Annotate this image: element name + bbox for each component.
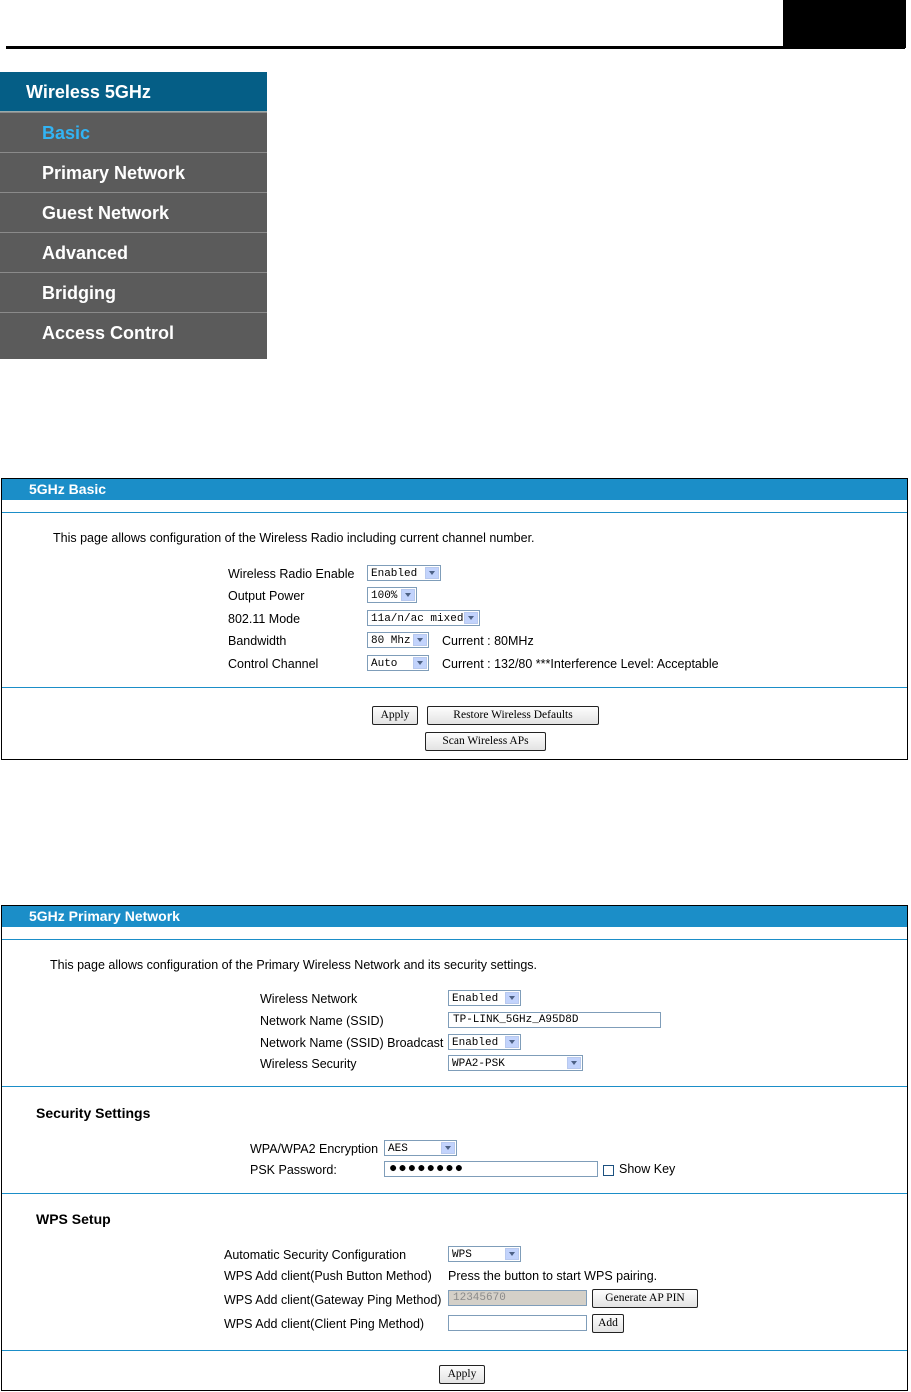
ssid-broadcast-select[interactable] [448,1034,521,1050]
generate-ap-pin-button[interactable]: Generate AP PIN [592,1289,698,1308]
channel-current: Current : 132/80 ***Interference Level: Acceptable [442,657,719,671]
chevron-down-icon [425,567,439,579]
basic-panel [1,478,908,760]
output-power-select[interactable] [367,587,417,603]
chevron-down-icon [505,1036,519,1048]
bandwidth-label: Bandwidth [228,634,287,648]
encryption-label: WPA/WPA2 Encryption [250,1142,379,1156]
chevron-down-icon [505,1248,519,1260]
panel-subheader [2,927,907,940]
sidebar-item-advanced[interactable]: Advanced [0,232,267,272]
sidebar-item-access-control[interactable]: Access Control [0,312,267,352]
gateway-pin-input: 12345670 [448,1290,587,1306]
auto-config-label: Automatic Security Configuration [224,1248,407,1262]
wireless-network-label: Wireless Network [260,992,358,1006]
section-divider [2,687,907,688]
restore-defaults-button[interactable]: Restore Wireless Defaults [427,706,599,725]
security-settings-heading: Security Settings [36,1105,151,1121]
panel-title: 5GHz Basic [2,479,907,500]
chevron-down-icon [567,1057,581,1069]
section-divider [2,1193,907,1194]
apply-button[interactable]: Apply [439,1365,485,1384]
section-divider [2,1086,907,1087]
mode-value: 11a/n/ac mixed [371,613,464,625]
sidebar-item-bridging[interactable]: Bridging [0,272,267,312]
channel-label: Control Channel [228,657,319,671]
bandwidth-select[interactable] [367,632,429,648]
channel-value: Auto [371,658,398,670]
client-pin-label: WPS Add client(Client Ping Method) [224,1317,425,1331]
gateway-pin-label: WPS Add client(Gateway Ping Method) [224,1293,442,1307]
header-tab [783,0,906,48]
sidebar-item-guest-network[interactable]: Guest Network [0,192,267,232]
encryption-value: AES [388,1143,408,1155]
chevron-down-icon [413,657,427,669]
push-button-instructions: Press the button to start WPS pairing. [448,1269,658,1283]
chevron-down-icon [505,992,519,1004]
panel-subheader [2,500,907,513]
wireless-network-value: Enabled [452,993,499,1005]
add-button[interactable]: Add [592,1314,624,1333]
radio-enable-label: Wireless Radio Enable [228,567,355,581]
header-rule [6,46,905,49]
radio-enable-value: Enabled [371,568,418,580]
scan-aps-button[interactable]: Scan Wireless APs [425,732,546,751]
psk-label: PSK Password: [250,1163,337,1177]
show-key-label: Show Key [619,1162,676,1176]
channel-select[interactable] [367,655,429,671]
ssid-label: Network Name (SSID) [260,1014,384,1028]
psk-password-input[interactable] [384,1161,598,1177]
chevron-down-icon [401,589,415,601]
chevron-down-icon [413,634,427,646]
bandwidth-current: Current : 80MHz [442,634,534,648]
mode-label: 802.11 Mode [228,612,301,626]
ssid-input[interactable]: TP-LINK_5GHz_A95D8D [448,1012,661,1028]
output-power-value: 100% [371,590,398,602]
ssid-broadcast-label: Network Name (SSID) Broadcast [260,1036,444,1050]
output-power-label: Output Power [228,589,305,603]
sidebar [0,72,267,359]
chevron-down-icon [464,612,478,624]
wps-setup-heading: WPS Setup [36,1211,111,1227]
chevron-down-icon [441,1142,455,1154]
encryption-select[interactable] [384,1140,457,1156]
page-description: This page allows configuration of the Primary Wireless Network and its security settings. [50,958,537,972]
push-button-label: WPS Add client(Push Button Method) [224,1269,432,1283]
client-pin-input[interactable] [448,1315,587,1331]
ssid-broadcast-value: Enabled [452,1037,499,1049]
wireless-security-value: WPA2-PSK [452,1058,505,1070]
section-divider [2,1350,907,1351]
auto-config-value: WPS [452,1249,472,1261]
wireless-security-label: Wireless Security [260,1057,357,1071]
page-description: This page allows configuration of the Wireless Radio including current channel number. [53,531,535,545]
psk-password-value: ●●●●●●●● [389,1161,465,1177]
panel-title: 5GHz Primary Network [2,906,907,927]
sidebar-item-primary-network[interactable]: Primary Network [0,152,267,192]
wireless-security-select[interactable] [448,1055,583,1071]
sidebar-header: Wireless 5GHz [0,72,267,112]
wireless-network-select[interactable] [448,990,521,1006]
auto-config-select[interactable] [448,1246,521,1262]
sidebar-item-basic[interactable]: Basic [0,112,267,152]
bandwidth-value: 80 Mhz [371,635,411,647]
show-key-checkbox[interactable] [603,1165,614,1176]
apply-button[interactable]: Apply [372,706,418,725]
radio-enable-select[interactable] [367,565,441,581]
mode-select[interactable] [367,610,480,626]
primary-network-panel [1,905,908,1391]
